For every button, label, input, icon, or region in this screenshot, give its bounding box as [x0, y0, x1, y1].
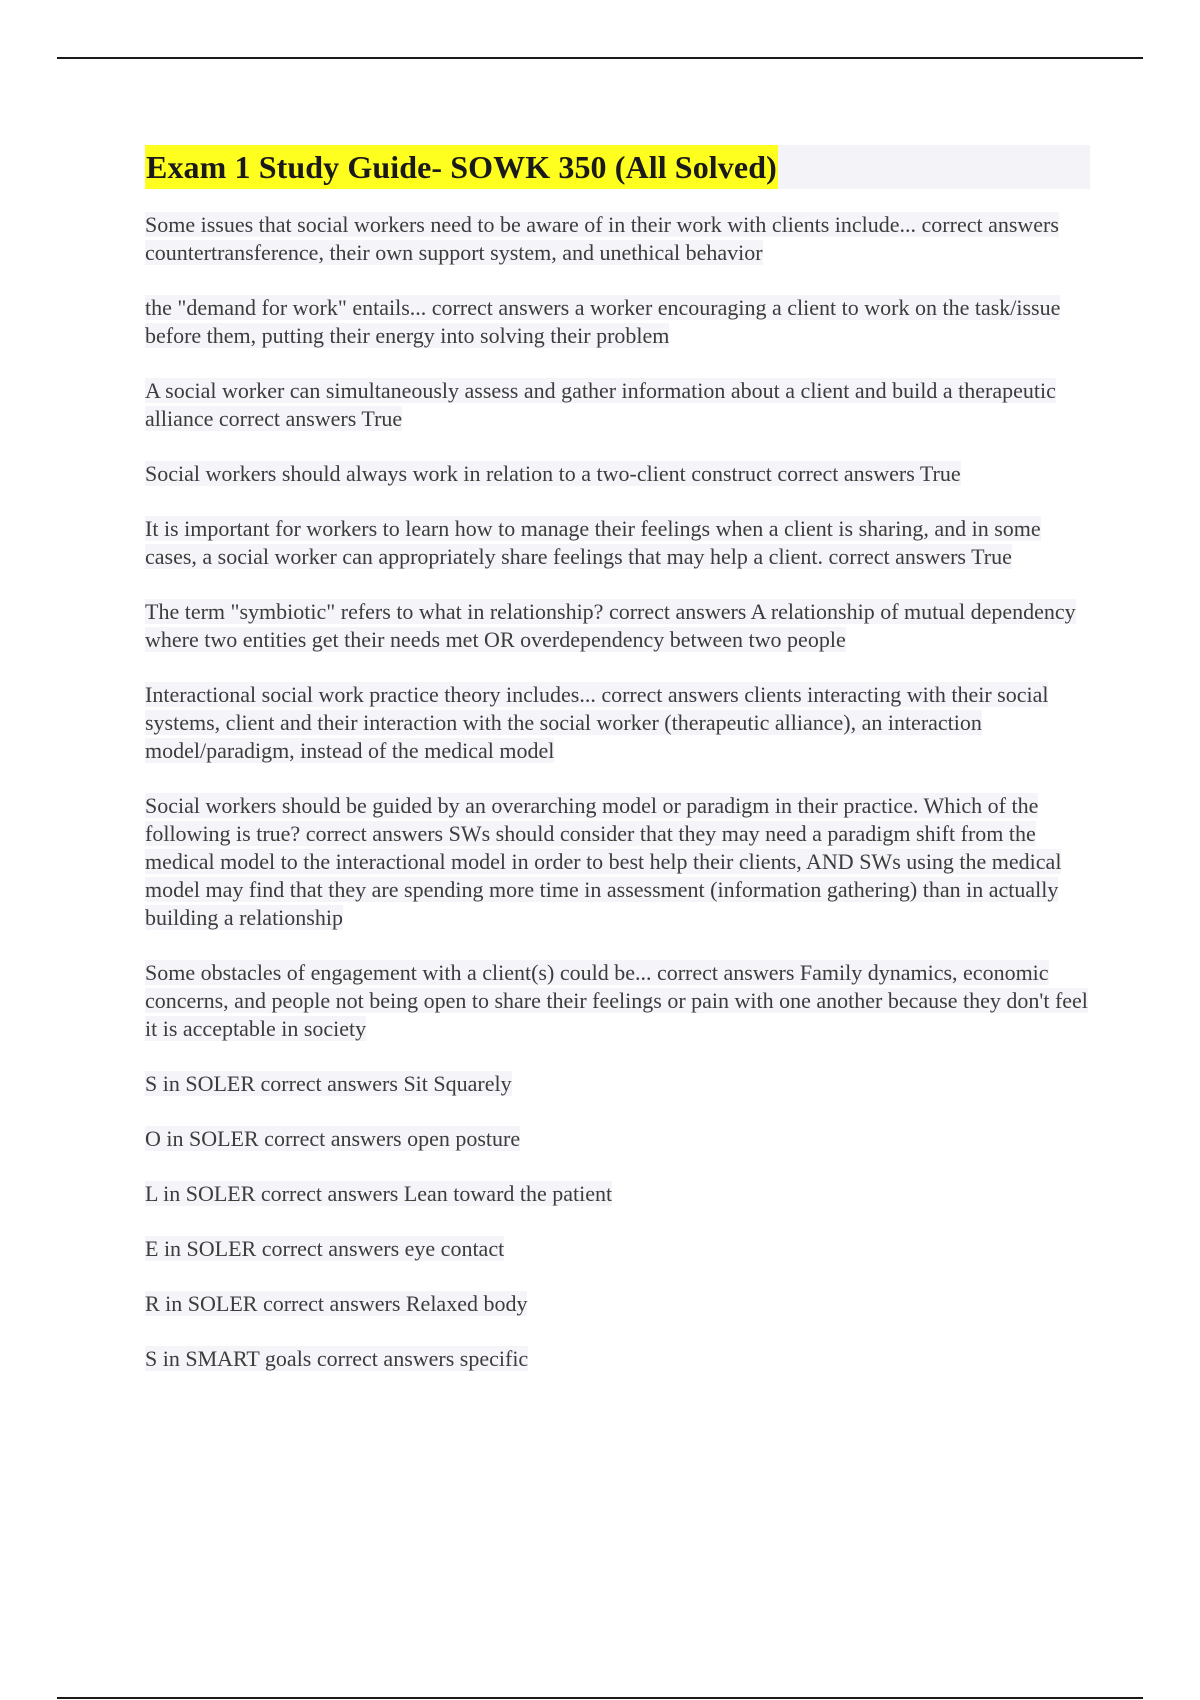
qa-text: the "demand for work" entails... correct answers a worker encouraging a client to work on the task/issue before them, putting their energy into solving their problem — [145, 295, 1061, 348]
qa-item — [145, 1345, 1090, 1373]
qa-text: S in SMART goals correct answers specific — [145, 1346, 529, 1371]
qa-item — [145, 598, 1090, 654]
qa-item — [145, 460, 1090, 488]
qa-item — [145, 681, 1090, 765]
qa-text: Social workers should be guided by an overarching model or paradigm in their practice. Which of the following is true? correct answers SWs should consider that they may need a paradigm shift from the medical model to the interactional model in order to best help their clients, AND SWs using the medical model may find that they are spending more time in assessment (information gathering) than in actually building a relationship — [145, 793, 1062, 930]
bottom-rule — [57, 1697, 1143, 1699]
qa-text: The term "symbiotic" refers to what in relationship? correct answers A relationship of mutual dependency where two entities get their needs met OR overdependency between two people — [145, 599, 1076, 652]
qa-text: It is important for workers to learn how to manage their feelings when a client is sharing, and in some cases, a social worker can appropriately share feelings that may help a client. correct answers True — [145, 516, 1041, 569]
qa-text: Social workers should always work in relation to a two-client construct correct answers True — [145, 461, 961, 486]
qa-item — [145, 1070, 1090, 1098]
qa-text: O in SOLER correct answers open posture — [145, 1126, 521, 1151]
document-title: Exam 1 Study Guide- SOWK 350 (All Solved) — [145, 145, 778, 189]
qa-item — [145, 1235, 1090, 1263]
qa-text: Interactional social work practice theory includes... correct answers clients interacting with their social systems, client and their interaction with the social worker (therapeutic alliance), an interaction model/paradigm, instead of the medical model — [145, 682, 1049, 763]
qa-item — [145, 1125, 1090, 1153]
qa-text: L in SOLER correct answers Lean toward the patient — [145, 1181, 613, 1206]
qa-item — [145, 211, 1090, 267]
qa-item — [145, 959, 1090, 1043]
qa-item — [145, 294, 1090, 350]
qa-text: S in SOLER correct answers Sit Squarely — [145, 1071, 512, 1096]
qa-text: A social worker can simultaneously assess and gather information about a client and build a therapeutic alliance correct answers True — [145, 378, 1056, 431]
qa-item — [145, 377, 1090, 433]
title-row — [145, 145, 1090, 189]
document-body — [145, 145, 1090, 1400]
qa-item — [145, 792, 1090, 932]
top-rule — [57, 57, 1143, 59]
qa-item — [145, 1180, 1090, 1208]
qa-text: R in SOLER correct answers Relaxed body — [145, 1291, 528, 1316]
qa-item — [145, 515, 1090, 571]
qa-item — [145, 1290, 1090, 1318]
qa-text: E in SOLER correct answers eye contact — [145, 1236, 505, 1261]
qa-text: Some issues that social workers need to be aware of in their work with clients include... correct answers countertransference, their own support system, and unethical behavior — [145, 212, 1059, 265]
qa-text: Some obstacles of engagement with a client(s) could be... correct answers Family dynamics, economic concerns, and people not being open to share their feelings or pain with one another because they don't feel it is acceptable in society — [145, 960, 1088, 1041]
